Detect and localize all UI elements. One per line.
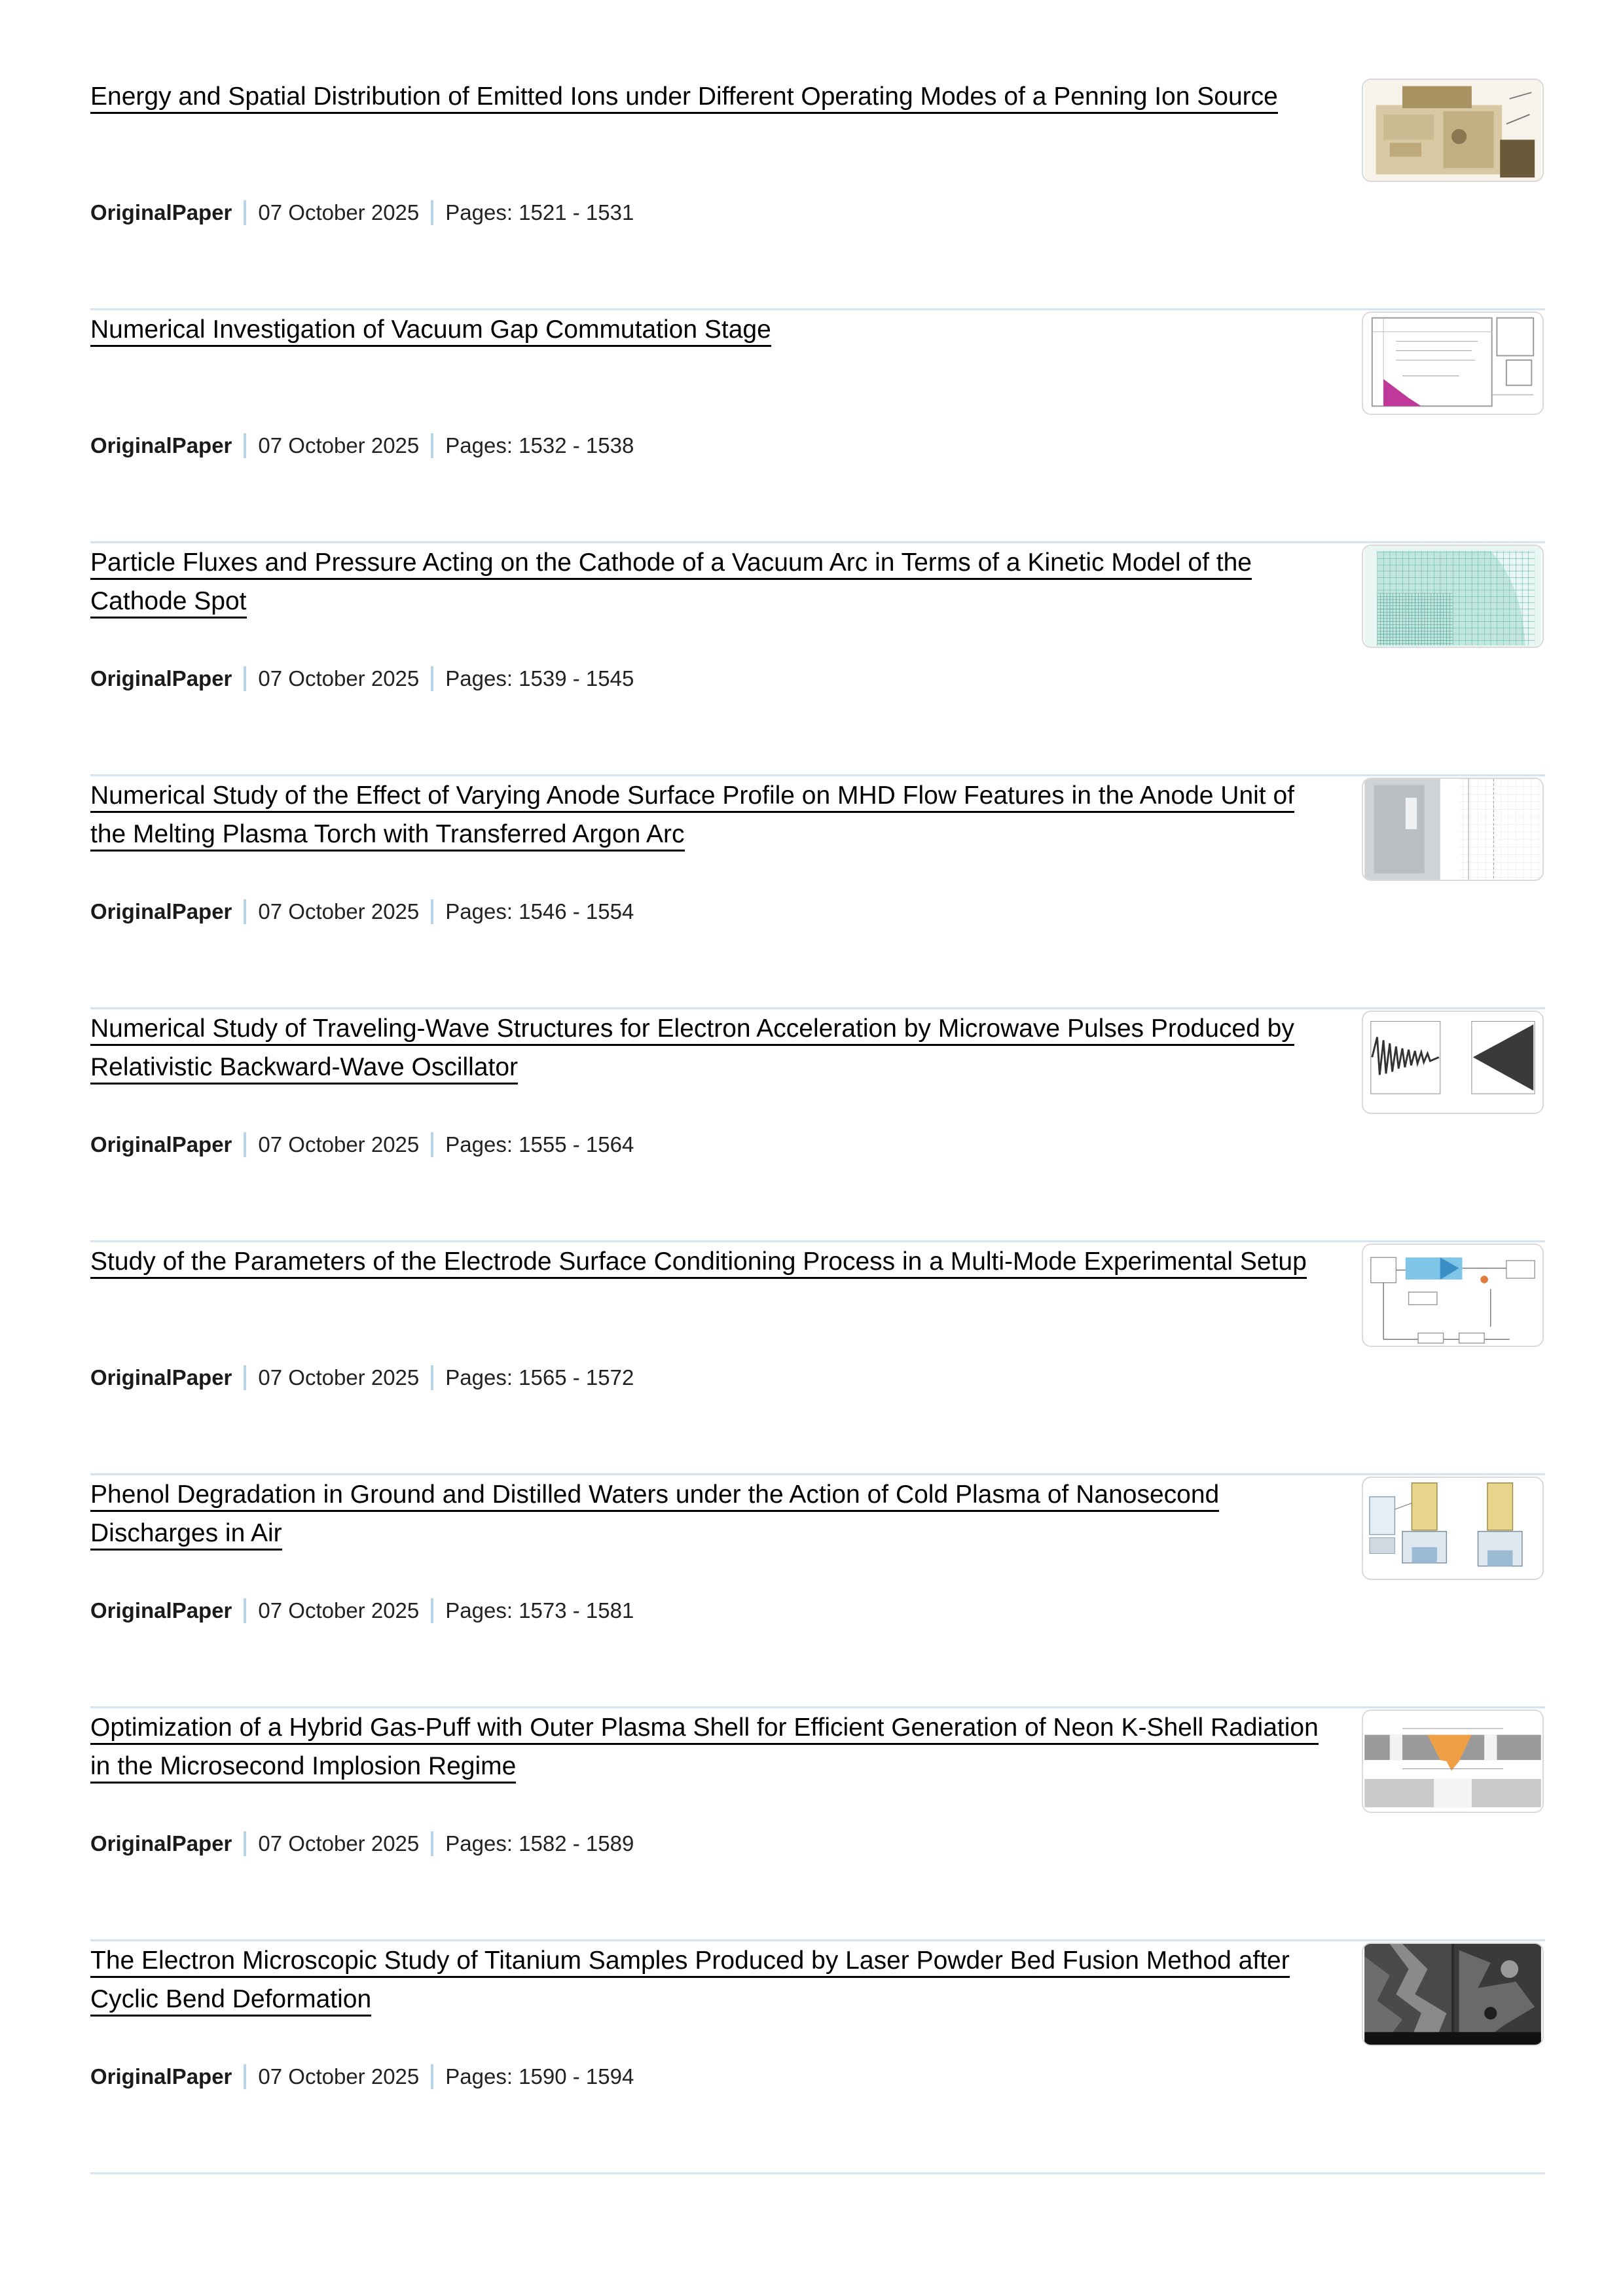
published-date: 07 October 2025 [258,899,420,924]
article-title-link[interactable]: Numerical Study of Traveling-Wave Structures for Electron Acceleration by Microwave Pulses Produced by Relativistic Backward-Wave Oscillator [90,1014,1294,1085]
published-date: 07 October 2025 [258,1831,420,1856]
meta-divider [244,2064,246,2089]
published-date: 07 October 2025 [258,1365,420,1390]
article-meta [90,664,634,693]
list-item [90,543,1545,776]
list-item [90,776,1545,1009]
list-item [90,1475,1545,1708]
page-range: Pages: 1539 - 1545 [445,666,634,691]
schematic-diagram-icon[interactable] [1362,312,1544,415]
meta-divider [431,1132,433,1157]
article-title-link[interactable]: Particle Fluxes and Pressure Acting on the Cathode of a Vacuum Arc in Terms of a Kinetic Model of the Cathode Spot [90,548,1252,619]
nozzle-cross-section-icon[interactable] [1362,1710,1544,1813]
content-type: OriginalPaper [90,1831,232,1856]
article-meta [90,1363,634,1392]
meta-divider [244,200,246,225]
list-item [90,310,1545,543]
micrograph-icon[interactable] [1362,1943,1544,2046]
article-title-link[interactable]: The Electron Microscopic Study of Titanium Samples Produced by Laser Powder Bed Fusion Method after Cyclic Bend Deformation [90,1946,1290,2017]
list-item [90,1708,1545,1941]
article-meta [90,1596,634,1625]
meta-divider [431,2064,433,2089]
content-type: OriginalPaper [90,1598,232,1623]
content-type: OriginalPaper [90,200,232,224]
page-range: Pages: 1582 - 1589 [445,1831,634,1856]
meta-divider [431,1365,433,1390]
article-title [90,310,1321,349]
list-item [90,1009,1545,1242]
article-title-link[interactable]: Study of the Parameters of the Electrode Surface Conditioning Process in a Multi-Mode Experimental Setup [90,1247,1307,1279]
article-meta [90,2062,634,2091]
meta-divider [244,433,246,458]
grid-mesh-icon[interactable] [1362,545,1544,648]
content-type: OriginalPaper [90,899,232,924]
page-range: Pages: 1573 - 1581 [445,1598,634,1623]
published-date: 07 October 2025 [258,200,420,224]
article-title-link[interactable]: Energy and Spatial Distribution of Emitted Ions under Different Operating Modes of a Penning Ion Source [90,82,1278,114]
page-range: Pages: 1521 - 1531 [445,200,634,224]
meta-divider [431,899,433,924]
meta-divider [431,1831,433,1856]
article-title [90,77,1321,116]
page-range: Pages: 1590 - 1594 [445,2064,634,2089]
published-date: 07 October 2025 [258,433,420,457]
article-title-link[interactable]: Optimization of a Hybrid Gas-Puff with Outer Plasma Shell for Efficient Generation of Neon K-Shell Radiation in the Microsecond Implosion Regime [90,1713,1319,1784]
meta-divider [244,899,246,924]
reactor-setup-icon[interactable] [1362,1477,1544,1580]
circuit-diagram-icon[interactable] [1362,1244,1544,1347]
meta-divider [244,1365,246,1390]
published-date: 07 October 2025 [258,2064,420,2089]
content-type: OriginalPaper [90,666,232,691]
article-meta [90,1130,634,1159]
waveform-plot-icon[interactable] [1362,1011,1544,1114]
article-title [90,1941,1321,2018]
list-item [90,77,1545,310]
meta-divider [244,1831,246,1856]
article-title [90,776,1321,853]
meta-divider [244,1132,246,1157]
content-type: OriginalPaper [90,433,232,457]
article-meta [90,431,634,460]
article-title-link[interactable]: Phenol Degradation in Ground and Distilled Waters under the Action of Cold Plasma of Nanosecond Discharges in Air [90,1480,1219,1551]
list-item [90,1242,1545,1475]
page-range: Pages: 1532 - 1538 [445,433,634,457]
article-title [90,1242,1321,1281]
page-range: Pages: 1565 - 1572 [445,1365,634,1390]
list-item [90,1941,1545,2174]
meta-divider [431,1598,433,1623]
page-range: Pages: 1546 - 1554 [445,899,634,924]
meta-divider [244,666,246,691]
page-range: Pages: 1555 - 1564 [445,1132,634,1157]
torch-model-icon[interactable] [1362,778,1544,881]
meta-divider [244,1598,246,1623]
article-title [90,1475,1321,1552]
article-title-link[interactable]: Numerical Study of the Effect of Varying Anode Surface Profile on MHD Flow Features in the Anode Unit of the Melting Plasma Torch with Transferred Argon Arc [90,781,1294,852]
article-meta [90,1829,634,1858]
apparatus-photo-icon[interactable] [1362,79,1544,182]
content-type: OriginalPaper [90,1365,232,1390]
article-title-link[interactable]: Numerical Investigation of Vacuum Gap Commutation Stage [90,315,771,347]
article-meta [90,897,634,926]
article-title [90,1708,1321,1785]
published-date: 07 October 2025 [258,666,420,691]
content-type: OriginalPaper [90,2064,232,2089]
meta-divider [431,433,433,458]
published-date: 07 October 2025 [258,1132,420,1157]
published-date: 07 October 2025 [258,1598,420,1623]
article-title [90,1009,1321,1086]
meta-divider [431,200,433,225]
article-list [90,77,1545,2174]
article-title [90,543,1321,620]
content-type: OriginalPaper [90,1132,232,1157]
article-meta [90,198,634,227]
meta-divider [431,666,433,691]
